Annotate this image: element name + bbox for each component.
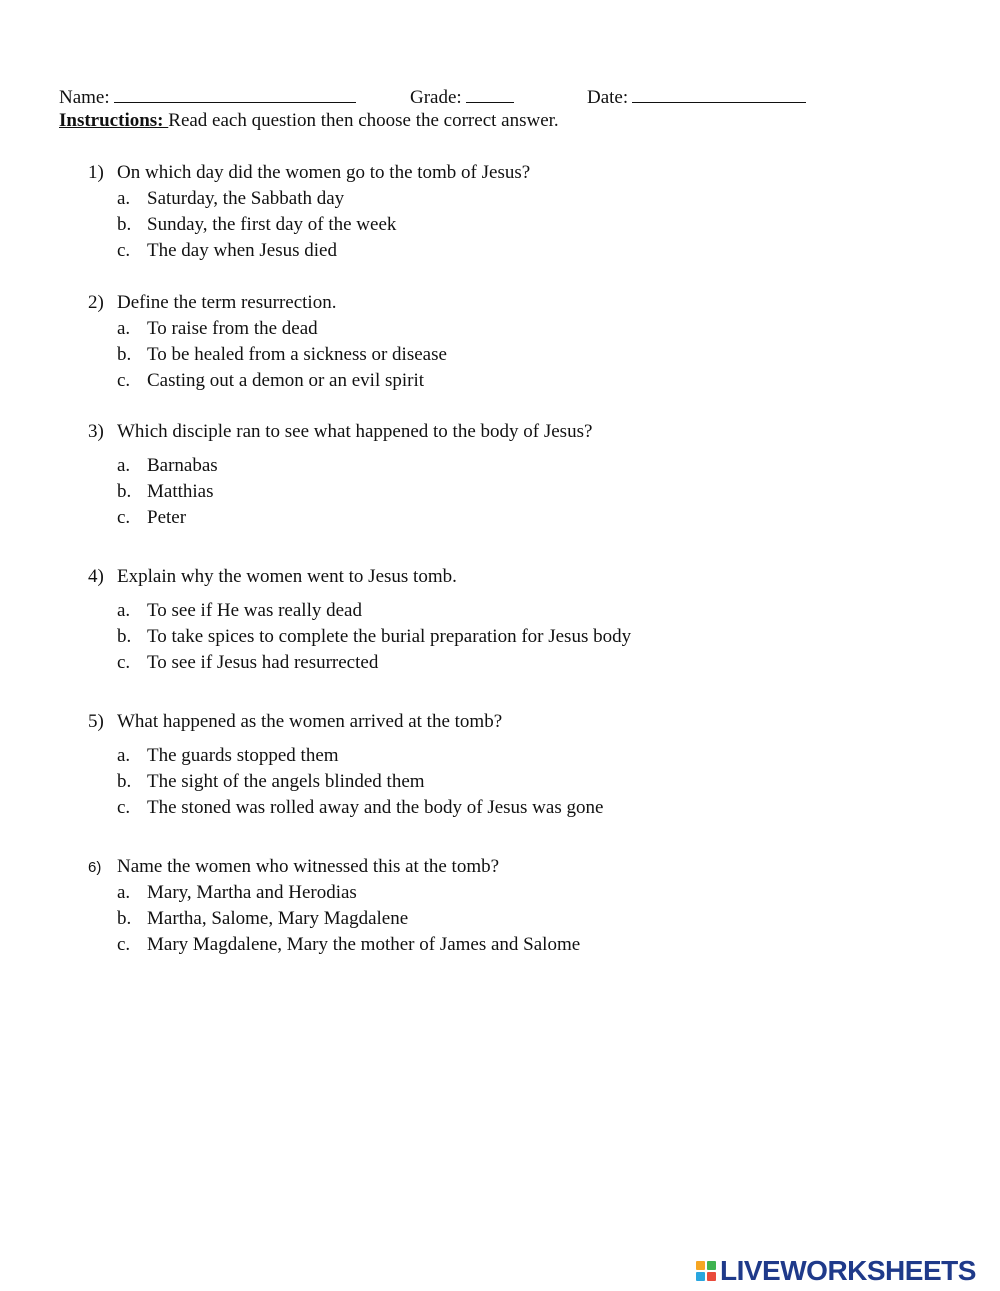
option-text: Martha, Salome, Mary Magdalene <box>147 908 409 929</box>
name-label: Name: <box>59 87 110 108</box>
option-1b[interactable] <box>117 214 396 236</box>
question-text: What happened as the women arrived at the tomb? <box>117 711 503 732</box>
question-text: Explain why the women went to Jesus tomb. <box>117 566 457 587</box>
option-5a[interactable] <box>117 745 339 767</box>
option-text: To take spices to complete the burial preparation for Jesus body <box>147 626 632 647</box>
option-4a[interactable] <box>117 600 362 622</box>
date-label: Date: <box>587 87 629 108</box>
option-letter: c. <box>117 370 131 391</box>
option-6a[interactable] <box>117 882 357 904</box>
date-blank-line[interactable] <box>632 84 806 103</box>
option-text: Mary Magdalene, Mary the mother of James and Salome <box>147 934 581 955</box>
question-text: Which disciple ran to see what happened to the body of Jesus? <box>117 421 593 442</box>
option-letter: a. <box>117 600 131 621</box>
option-4c[interactable] <box>117 652 378 674</box>
option-1a[interactable] <box>117 188 344 210</box>
grade-field <box>410 84 514 109</box>
option-6b[interactable] <box>117 908 408 930</box>
option-letter: a. <box>117 882 131 903</box>
question-1 <box>88 162 530 184</box>
question-text: Name the women who witnessed this at the tomb? <box>117 856 500 877</box>
option-text: Saturday, the Sabbath day <box>147 188 345 209</box>
logo-square-icon <box>707 1272 716 1281</box>
question-number: 6) <box>88 859 102 876</box>
question-4 <box>88 566 457 588</box>
question-number: 1) <box>88 162 104 183</box>
option-letter: a. <box>117 318 131 339</box>
date-field <box>587 84 806 109</box>
option-5c[interactable] <box>117 797 603 819</box>
option-text: To be healed from a sickness or disease <box>147 344 447 365</box>
question-number: 5) <box>88 711 104 732</box>
question-2 <box>88 292 336 314</box>
instructions <box>59 110 559 132</box>
option-letter: b. <box>117 771 132 792</box>
option-text: Peter <box>147 507 187 528</box>
option-letter: a. <box>117 745 131 766</box>
question-3 <box>88 421 592 443</box>
grade-blank-line[interactable] <box>466 84 514 103</box>
question-number: 3) <box>88 421 104 442</box>
option-letter: a. <box>117 455 131 476</box>
grade-label: Grade: <box>410 87 462 108</box>
option-6c[interactable] <box>117 934 580 956</box>
logo-square-icon <box>696 1272 705 1281</box>
option-text: To see if Jesus had resurrected <box>147 652 379 673</box>
option-letter: b. <box>117 481 132 502</box>
option-3c[interactable] <box>117 507 186 529</box>
question-text: On which day did the women go to the tomb of Jesus? <box>117 162 531 183</box>
option-letter: a. <box>117 188 131 209</box>
option-text: Mary, Martha and Herodias <box>147 882 357 903</box>
option-letter: c. <box>117 934 131 955</box>
option-3b[interactable] <box>117 481 214 503</box>
instructions-text: Read each question then choose the correct answer. <box>168 110 559 131</box>
option-text: To raise from the dead <box>147 318 318 339</box>
option-2b[interactable] <box>117 344 447 366</box>
option-letter: c. <box>117 797 131 818</box>
option-text: To see if He was really dead <box>147 600 362 621</box>
liveworksheets-logo-icon <box>696 1261 716 1281</box>
option-2c[interactable] <box>117 370 424 392</box>
option-text: Barnabas <box>147 455 218 476</box>
name-field <box>59 84 356 109</box>
logo-text: LIVEWORKSHEETS <box>720 1255 976 1286</box>
logo-square-icon <box>696 1261 705 1270</box>
option-1c[interactable] <box>117 240 337 262</box>
logo-square-icon <box>707 1261 716 1270</box>
question-text: Define the term resurrection. <box>117 292 337 313</box>
option-letter: c. <box>117 507 131 528</box>
question-number: 2) <box>88 292 104 313</box>
option-text: The stoned was rolled away and the body of Jesus was gone <box>147 797 604 818</box>
option-letter: b. <box>117 626 132 647</box>
question-number: 4) <box>88 566 104 587</box>
option-letter: c. <box>117 652 131 673</box>
option-letter: b. <box>117 908 132 929</box>
question-5 <box>88 711 502 733</box>
option-text: The day when Jesus died <box>147 240 337 261</box>
option-letter: b. <box>117 214 132 235</box>
option-text: The sight of the angels blinded them <box>147 771 425 792</box>
liveworksheets-logo[interactable] <box>696 1255 976 1287</box>
option-letter: b. <box>117 344 132 365</box>
option-text: Casting out a demon or an evil spirit <box>147 370 425 391</box>
option-letter: c. <box>117 240 131 261</box>
question-6 <box>88 856 499 878</box>
option-text: Sunday, the first day of the week <box>147 214 397 235</box>
option-text: The guards stopped them <box>147 745 339 766</box>
name-blank-line[interactable] <box>114 84 356 103</box>
option-text: Matthias <box>147 481 214 502</box>
option-5b[interactable] <box>117 771 425 793</box>
option-3a[interactable] <box>117 455 218 477</box>
instructions-label: Instructions: <box>59 110 169 131</box>
option-2a[interactable] <box>117 318 318 340</box>
option-4b[interactable] <box>117 626 631 648</box>
